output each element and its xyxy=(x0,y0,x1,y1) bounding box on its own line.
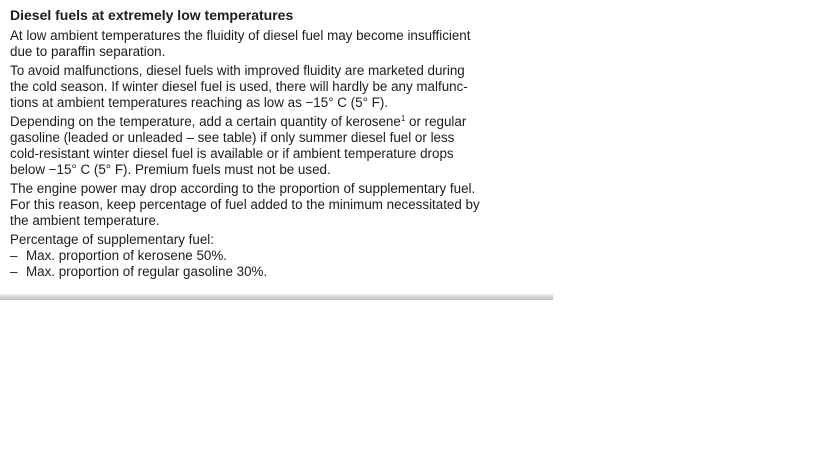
paragraph-engine-power xyxy=(10,181,550,229)
section-title: Diesel fuels at extremely low temperatures xyxy=(10,7,294,23)
document-page xyxy=(0,0,553,300)
list-item-text: Max. proportion of kerosene 50%. xyxy=(26,248,227,263)
list-item-text: Max. proportion of regular gasoline 30%. xyxy=(26,264,268,279)
paragraph-winter-diesel xyxy=(10,63,550,111)
paragraph-kerosene-addition xyxy=(10,114,550,178)
text-line: tions at ambient temperatures reaching as low as −15° C (5° F). xyxy=(10,95,389,110)
text-line: due to paraffin separation. xyxy=(10,44,166,59)
text-line: below −15° C (5° F). Premium fuels must not be used. xyxy=(10,162,331,177)
text-line: the cold season. If winter diesel fuel is used, there will hardly be any malfunc- xyxy=(10,79,468,94)
list-item xyxy=(10,264,550,280)
text-line: the ambient temperature. xyxy=(10,213,160,228)
list-item xyxy=(10,248,550,264)
supplementary-fuel-list xyxy=(10,248,550,280)
text-line: For this reason, keep percentage of fuel added to the minimum necessitated by xyxy=(10,197,480,212)
document-content xyxy=(10,6,550,280)
text-line: The engine power may drop according to the proportion of supplementary fuel. xyxy=(10,181,476,196)
text-segment: Depending on the temperature, add a certain quantity of kerosene xyxy=(10,114,401,129)
list-dash: – xyxy=(10,248,18,263)
text-line: cold-resistant winter diesel fuel is available or if ambient temperature drops xyxy=(10,146,454,161)
list-dash: – xyxy=(10,264,18,279)
footnote-marker: 1 xyxy=(400,114,406,123)
list-heading: Percentage of supplementary fuel: xyxy=(10,232,214,247)
paragraph-low-temperature-fluidity xyxy=(10,28,550,60)
text-segment: or regular xyxy=(405,114,467,129)
page-bottom-divider xyxy=(0,294,553,300)
text-line: gasoline (leaded or unleaded – see table) if only summer diesel fuel or less xyxy=(10,130,455,145)
text-line: At low ambient temperatures the fluidity of diesel fuel may become insufficient xyxy=(10,28,471,43)
text-line xyxy=(10,114,550,130)
text-line: To avoid malfunctions, diesel fuels with improved fluidity are marketed during xyxy=(10,63,465,78)
